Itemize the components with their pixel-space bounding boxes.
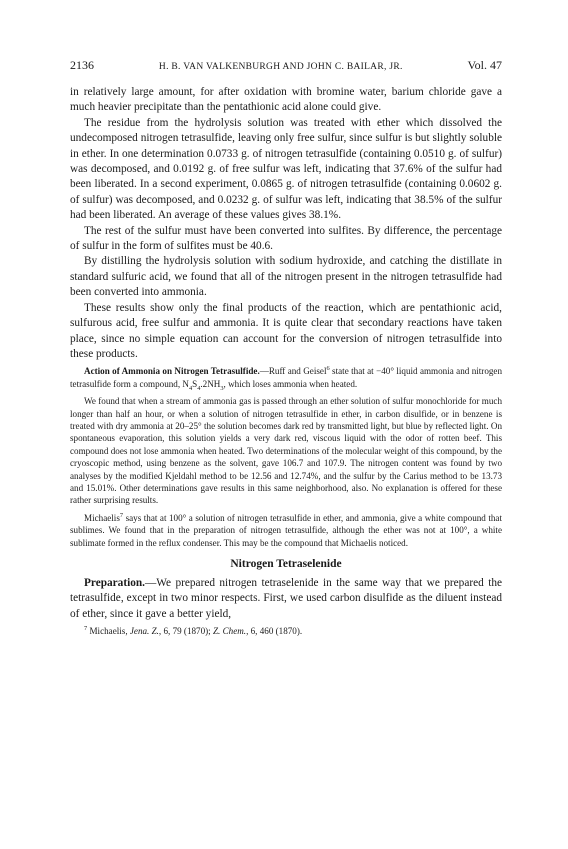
paragraph-sulfites: The rest of the sulfur must have been converted into sulfites. By difference, the percentage of sulfur in the form of sulfites must be 40.6. [70, 224, 502, 253]
running-head-authors: H. B. VAN VALKENBURGH AND JOHN C. BAILAR, JR. [158, 62, 403, 72]
section-heading: Nitrogen Tetraselenide [230, 558, 342, 570]
paragraph-preparation: Preparation.—We prepared nitrogen tetraselenide in the same way that we prepared the tetrasulfide, except in two minor respects. First, we used carbon disulfide as the diluent instead of ether, since it gave a better yield, [70, 577, 502, 620]
paragraph-michaelis: Michaelis$^7$ says that at 100° a solution of nitrogen tetrasulfide in ether, and ammonia, give a white compound that sublimes. We found that in the preparation of nitrogen tetrasulfide, although the ether was not at 100°, a white sublimate formed in the reflux condenser. This may be the compound that Michaelis noticed. [70, 511, 502, 548]
volume-label: Vol. 47 [467, 58, 502, 72]
running-head [70, 58, 502, 73]
paragraph-residue: The residue from the hydrolysis solution was treated with ether which dissolved the undecomposed nitrogen tetrasulfide, leaving only free sulfur, since sulfur is but slightly soluble in ether. In one determination 0.0733 g. of nitrogen tetrasulfide (containing 0.0510 g. of sulfur) was decomposed, and 0.0192 g. of free sulfur was left, indicating that 37.6% of the sulfur had been liberated. In a second experiment, 0.0865 g. of nitrogen tetrasulfide (containing 0.0602 g. of sulfur) was decomposed, and 0.0232 g. of sulfur was left, indicating that 38.5% of the sulfur had been liberated. An average of these values gives 38.1%. [70, 116, 502, 222]
paragraph-results: These results show only the final products of the reaction, which are pentathionic acid, sulfurous acid, free sulfur and ammonia. It is quite clear that secondary reactions have taken place, since no simple equation can account for the conversion of nitrogen tetrasulfide into these products. [70, 301, 502, 360]
footnote-marker: 7 [84, 625, 88, 633]
footnote: $^7$ Michaelis, Jena. Z., 6, 79 (1870); Z. Chem., 6, 460 (1870). [84, 625, 303, 637]
footnote-ref-7: 7 [119, 511, 124, 519]
run-in-heading-preparation: Preparation. [84, 577, 145, 589]
footnote-ref-6: 6 [326, 365, 330, 373]
run-in-heading-ammonia: Action of Ammonia on Nitrogen Tetrasulfide. [84, 366, 260, 377]
paragraph-distilling: By distilling the hydrolysis solution with sodium hydroxide, and catching the distillate in standard sulfuric acid, we found that all of the nitrogen present in the nitrogen tetrasulfide had been converted into ammonia. [70, 255, 502, 299]
journal-page [70, 58, 502, 637]
paragraph-continuation: in relatively large amount, for after oxidation with bromine water, barium chloride gave a much heavier precipitate than the pentathionic acid alone could give. [70, 86, 502, 114]
paragraph-ammonia-action: Action of Ammonia on Nitrogen Tetrasulfide.—Ruff and Geisel$^6$ state that at −40° liquid ammonia and nitrogen tetrasulfide form a compound, $N_4S_4.2NH_3$, which loses ammonia when heated. [70, 365, 503, 392]
paragraph-ammonia-experiment: We found that when a stream of ammonia gas is passed through an ether solution of sulfur monochloride for much longer than half an hour, or when a solution of nitrogen tetrasulfide in ether, in carbon disulfide, or in benzene is treated with dry ammonia at 20–25° the solution becomes dark red by transmitted light, but blue by reflected light. On spontaneous evaporation, this solution yields a very dark red, viscous liquid with the odor of rotten beef. This compound does not lose ammonia when heated. Two determinations of the molecular weight of this compound, by the cryoscopic method, using benzene as the solvent, gave 106.7 and 107.9. The nitrogen content was found by two analyses by the modified Kjeldahl method to be 12.56 and 12.74%, and the sulfur by the Carius method to be 13.73 and 15.01%. Other determinations gave results in this same neighborhood, also. No explanation is offered for these rather surprising results. [70, 396, 502, 506]
page-number: 2136 [70, 58, 94, 72]
